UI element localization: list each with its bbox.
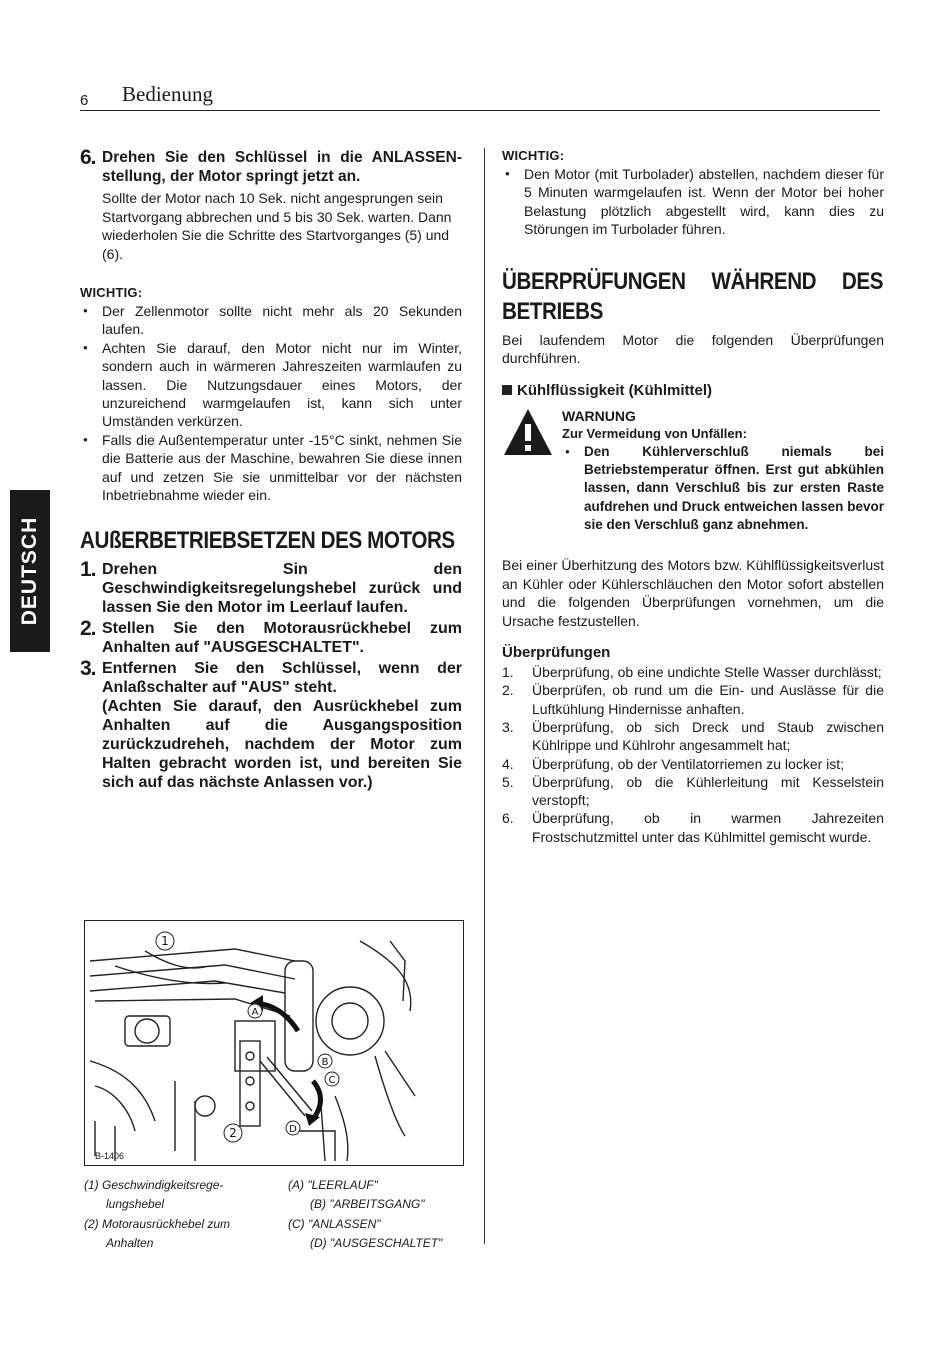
checks-title: Überprüfungen (502, 644, 611, 662)
callout-d: D (289, 1124, 297, 1135)
callout-c: C (328, 1075, 336, 1086)
subsection-coolant (502, 382, 884, 399)
list-item: ● Achten Sie darauf, den Motor nicht nur im Winter, sondern auch in wärmeren Jahreszeiten warmlaufen zu lassen. Die Nutzungsdauer eines Motors, der unzureichend warmgelaufen ist, kann sich unter Umständen verkürzen. (80, 339, 462, 431)
page-number: 6 (80, 92, 89, 109)
warning-box (502, 407, 884, 534)
caption-d: (D) "AUSGESCHALTET" (310, 1235, 443, 1250)
step-number: 3. (80, 657, 96, 681)
page-title: Bedienung (122, 82, 213, 106)
left-column (80, 148, 462, 794)
shutdown-step-2 (80, 619, 462, 657)
warning-icon (502, 407, 562, 534)
item-text: Überprüfung, ob in warmen Jahrezeiten Frostschutzmittel unter das Kühlmittel gemischt wurde. (532, 810, 884, 845)
item-number: 3. (502, 719, 514, 735)
caption-1-line1: (1) Geschwindigkeitsrege- (84, 1178, 224, 1192)
important-list (502, 165, 884, 239)
item-text: Überprüfung, ob der Ventilatorriemen zu locker ist; (532, 755, 845, 772)
step-text: Sollte der Motor nach 10 Sek. nicht angesprungen sein Startvorgang abbrechen und 5 bis 30 Sek. warten. Dann wiederholen Sie die Schritte des Startvorganges (5) und (6). (102, 190, 452, 262)
shutdown-step-3 (80, 659, 462, 792)
item-text: Überprüfen, ob rund um die Ein- und Auslässe für die Luftkühlung Hindernisse anhaften. (532, 682, 884, 717)
step-number: 2. (80, 617, 96, 641)
callout-2: 2 (229, 1126, 237, 1140)
engine-illustration (85, 921, 463, 1165)
item-number: 6. (502, 810, 514, 827)
intro-text: Bei laufendem Motor die folgenden Überprüfungen durchführen. (502, 331, 884, 367)
list-item (502, 773, 884, 810)
warning-subtitle: Zur Vermeidung von Unfällen: (562, 425, 747, 441)
item-number: 2. (502, 682, 514, 699)
shutdown-steps (80, 560, 462, 792)
list-item: ● Falls die Außentemperatur unter -15°C sinkt, nehmen Sie die Batterie aus der Maschine, bewahren Sie diese innen auf und zetzen Sie sie unmittelbar vor der nächsten Inbetriebnahme wieder ein. (80, 431, 462, 505)
list-item (502, 681, 884, 718)
language-tab-label: DEUTSCH (18, 516, 41, 626)
step-heading: Stellen Sie den Motorausrückhebel zum Anhalten auf "AUSGESCHALTET". (102, 620, 462, 657)
overheat-text: Bei einer Überhitzung des Motors bzw. Kühlflüssigkeitsverlust an Kühler oder Kühlerschläuchen den Motor sofort abstellen und die folgenden Überprüfungen vornehmen, um die Ursache festzustellen. (502, 557, 884, 629)
item-text: Überprüfung, ob sich Dreck und Staub zwischen Kühlrippe und Kühlrohr angesammelt hat; (532, 719, 884, 754)
list-item (502, 755, 884, 773)
item-text: Überprüfung, ob eine undichte Stelle Wasser durchlässt; (532, 664, 882, 681)
right-column (502, 148, 884, 846)
item-number: 4. (502, 755, 514, 772)
list-item (502, 809, 884, 846)
step-heading: Drehen Sin den Geschwindigkeitsregelungshebel zurück und lassen Sie den Motor im Leerlauf laufen. (102, 561, 462, 617)
list-item: ● Den Motor (mit Turbolader) abstellen, nachdem dieser für 5 Minuten warmgelaufen ist. Wenn der Motor bei hoher Belastung plötzlich abgestellt wird, kann dies zu Störungen im Turbolader führen. (502, 165, 884, 239)
important-list (80, 302, 462, 504)
important-label: WICHTIG: (502, 148, 565, 163)
warning-title: WARNUNG (562, 407, 636, 424)
page-header (80, 82, 880, 111)
caption-2-line2: Anhalten (106, 1235, 154, 1250)
item-text: Überprüfung, ob die Kühlerleitung mit Kesselstein verstopft; (532, 773, 884, 809)
callout-b: B (321, 1057, 329, 1068)
caption-2-line1: (2) Motorausrückhebel zum (84, 1216, 231, 1231)
step-heading: Entfernen Sie den Schlüssel, wenn der Anlaßschalter auf "AUS" steht. (102, 660, 462, 697)
callout-a: A (251, 1007, 259, 1018)
step-note: (Achten Sie darauf, den Ausrückhebel zum Anhalten auf die Ausgangsposition zurückzudreheh, nachdem der Motor zum Halten gebracht worden ist, und bereiten Sie sich auf das nächste Anlassen vor.) (102, 698, 462, 792)
language-tab (10, 490, 50, 652)
step-heading: Drehen Sie den Schlüssel in die ANLASSEN-stellung, der Motor springt jetzt an. (102, 149, 462, 185)
caption-a: (A) "LEERLAUF" (288, 1178, 378, 1192)
column-divider (484, 148, 485, 1244)
list-item: ● Der Zellenmotor sollte nicht mehr als 20 Sekunden laufen. (80, 302, 462, 339)
caption-c: (C) "ANLASSEN" (288, 1216, 381, 1231)
important-label: WICHTIG: (80, 285, 143, 300)
warning-list (562, 443, 884, 534)
item-number: 1. (502, 664, 514, 681)
start-step-6 (80, 148, 462, 263)
section-title-checks: ÜBERPRÜFUNGEN WÄHREND DES BETRIEBS (502, 267, 884, 325)
figure-code: B-1406 (95, 1151, 125, 1161)
caption-b: (B) "ARBEITSGANG" (310, 1197, 425, 1212)
checks-list (502, 663, 884, 846)
list-item (502, 663, 884, 681)
subsection-title: Kühlflüssigkeit (Kühlmittel) (517, 381, 712, 399)
shutdown-step-1 (80, 560, 462, 617)
step-number: 6. (80, 146, 96, 169)
item-number: 5. (502, 773, 514, 790)
engine-figure (84, 920, 464, 1166)
callout-1: 1 (161, 934, 169, 948)
section-title-shutdown: AUßERBETRIEBSETZEN DES MOTORS (80, 527, 455, 555)
step-number: 1. (80, 558, 96, 582)
list-item: ● Den Kühlerverschluß niemals bei Betriebstemperatur öffnen. Erst gut abkühlen lassen, dann Verschluß bis zur ersten Raste aufdrehen und Druck entweichen lassen bevor sie den Verschluß ganz abnehmen. (562, 443, 884, 534)
caption-1-line2: lungshebel (106, 1197, 165, 1212)
square-bullet-icon (502, 385, 512, 395)
figure-captions (84, 1176, 484, 1253)
list-item (502, 718, 884, 755)
